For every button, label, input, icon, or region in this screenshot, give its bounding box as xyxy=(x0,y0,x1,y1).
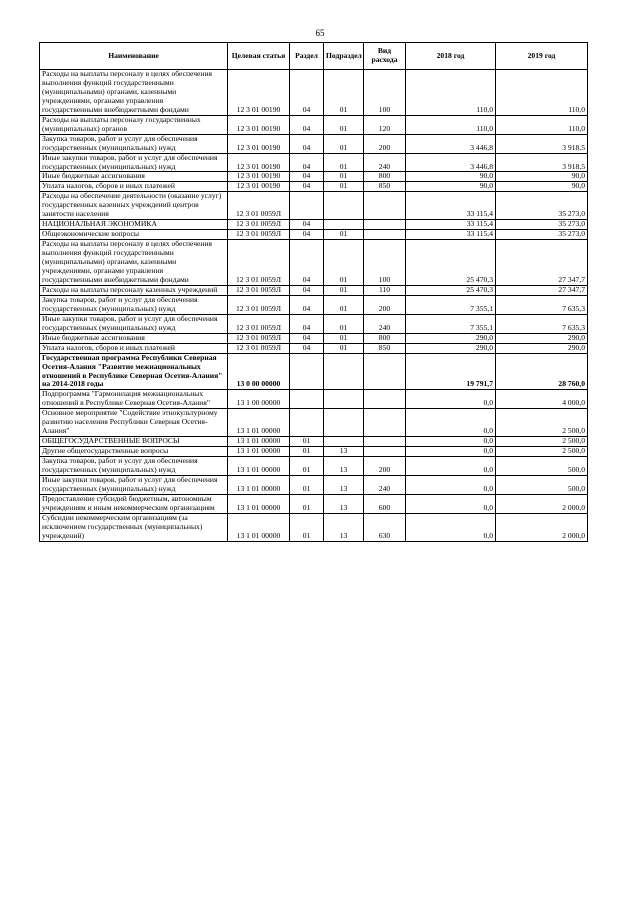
row-section: 04 xyxy=(290,220,324,230)
row-amount-2018: 25 470,3 xyxy=(406,240,496,286)
row-section: 04 xyxy=(290,70,324,116)
row-subsection: 01 xyxy=(324,285,364,295)
row-amount-2018: 0,0 xyxy=(406,457,496,476)
row-amount-2018: 3 446,8 xyxy=(406,134,496,153)
row-amount-2019: 27 347,7 xyxy=(496,240,588,286)
row-target-article: 12 3 01 00190 xyxy=(228,153,290,172)
row-section: 04 xyxy=(290,343,324,353)
row-section: 04 xyxy=(290,115,324,134)
row-section: 04 xyxy=(290,295,324,314)
row-section: 04 xyxy=(290,314,324,333)
header-target-article: Целевая статья xyxy=(228,43,290,70)
table-row xyxy=(40,409,588,437)
row-amount-2018: 0,0 xyxy=(406,447,496,457)
row-section: 04 xyxy=(290,333,324,343)
table-row xyxy=(40,230,588,240)
row-subsection xyxy=(324,409,364,437)
row-expense-kind: 200 xyxy=(364,295,406,314)
row-subsection: 13 xyxy=(324,457,364,476)
row-name: Подпрограмма "Гармонизация межнациональных отношений в Республике Северная Осетия-Алания" xyxy=(40,390,228,409)
table-row xyxy=(40,353,588,390)
row-amount-2019: 2 500,0 xyxy=(496,437,588,447)
row-amount-2019: 500,0 xyxy=(496,457,588,476)
row-section: 04 xyxy=(290,172,324,182)
row-name: Расходы на выплаты персоналу в целях обеспечения выполнения функций государственными (муниципальными) органами, казенными учреждениями, органами управления государственными внебюджетными фондами xyxy=(40,240,228,286)
row-amount-2018: 290,0 xyxy=(406,343,496,353)
table-row xyxy=(40,314,588,333)
row-subsection: 01 xyxy=(324,343,364,353)
row-target-article: 13 1 00 00000 xyxy=(228,390,290,409)
row-name: Общеэкономические вопросы xyxy=(40,230,228,240)
row-section: 04 xyxy=(290,134,324,153)
row-target-article: 12 3 01 0059Л xyxy=(228,220,290,230)
row-subsection: 01 xyxy=(324,240,364,286)
row-expense-kind: 850 xyxy=(364,182,406,192)
row-amount-2018: 0,0 xyxy=(406,513,496,541)
table-row xyxy=(40,494,588,513)
row-amount-2019: 110,0 xyxy=(496,115,588,134)
table-row xyxy=(40,70,588,116)
row-expense-kind: 100 xyxy=(364,70,406,116)
row-subsection xyxy=(324,390,364,409)
table-row xyxy=(40,115,588,134)
row-name: Субсидии некоммерческим организациям (за исключением государственных (муниципальных) учреждений) xyxy=(40,513,228,541)
row-target-article: 12 3 01 00190 xyxy=(228,70,290,116)
row-amount-2019: 27 347,7 xyxy=(496,285,588,295)
row-amount-2019: 500,0 xyxy=(496,475,588,494)
row-expense-kind: 600 xyxy=(364,494,406,513)
row-section: 01 xyxy=(290,457,324,476)
table-row xyxy=(40,153,588,172)
table-row xyxy=(40,390,588,409)
row-name: Другие общегосударственные вопросы xyxy=(40,447,228,457)
row-amount-2019: 35 273,0 xyxy=(496,230,588,240)
row-name: Государственная программа Республики Северная Осетия-Алания "Развитие межнациональных отношений в Республике Северная Осетия-Алания" на 2014-2018 годы xyxy=(40,353,228,390)
row-subsection: 13 xyxy=(324,494,364,513)
row-name: Расходы на выплаты персоналу государственных (муниципальных) органов xyxy=(40,115,228,134)
row-section: 01 xyxy=(290,513,324,541)
row-expense-kind: 110 xyxy=(364,285,406,295)
row-section: 04 xyxy=(290,285,324,295)
row-amount-2018: 290,0 xyxy=(406,333,496,343)
row-section: 04 xyxy=(290,230,324,240)
row-amount-2018: 0,0 xyxy=(406,475,496,494)
header-year-2019: 2019 год xyxy=(496,43,588,70)
row-target-article: 12 3 01 0059Л xyxy=(228,343,290,353)
row-amount-2019: 2 000,0 xyxy=(496,513,588,541)
row-target-article: 13 1 01 00000 xyxy=(228,513,290,541)
row-subsection xyxy=(324,437,364,447)
row-amount-2018: 0,0 xyxy=(406,494,496,513)
row-section xyxy=(290,353,324,390)
row-target-article: 12 3 01 0059Л xyxy=(228,285,290,295)
row-subsection: 01 xyxy=(324,333,364,343)
row-section xyxy=(290,390,324,409)
row-name: Иные бюджетные ассигнования xyxy=(40,333,228,343)
table-row xyxy=(40,134,588,153)
row-name: НАЦИОНАЛЬНАЯ ЭКОНОМИКА xyxy=(40,220,228,230)
row-expense-kind xyxy=(364,220,406,230)
row-amount-2019: 2 000,0 xyxy=(496,494,588,513)
row-amount-2018: 33 115,4 xyxy=(406,230,496,240)
row-amount-2018: 33 115,4 xyxy=(406,192,496,220)
row-expense-kind: 800 xyxy=(364,172,406,182)
row-name: Закупка товаров, работ и услуг для обеспечения государственных (муниципальных) нужд xyxy=(40,457,228,476)
header-year-2018: 2018 год xyxy=(406,43,496,70)
row-target-article: 13 1 01 00000 xyxy=(228,457,290,476)
row-expense-kind: 240 xyxy=(364,153,406,172)
row-amount-2018: 0,0 xyxy=(406,409,496,437)
table-row xyxy=(40,182,588,192)
row-expense-kind: 850 xyxy=(364,343,406,353)
table-row xyxy=(40,343,588,353)
row-target-article: 13 1 01 00000 xyxy=(228,494,290,513)
row-subsection: 01 xyxy=(324,134,364,153)
table-row xyxy=(40,447,588,457)
row-expense-kind: 240 xyxy=(364,475,406,494)
row-expense-kind xyxy=(364,192,406,220)
row-amount-2018: 33 115,4 xyxy=(406,220,496,230)
table-header-row xyxy=(40,43,588,70)
row-amount-2019: 2 500,0 xyxy=(496,409,588,437)
row-target-article: 13 0 00 00000 xyxy=(228,353,290,390)
row-subsection: 01 xyxy=(324,182,364,192)
row-name: Иные закупки товаров, работ и услуг для обеспечения государственных (муниципальных) нужд xyxy=(40,314,228,333)
row-name: Расходы на выплаты персоналу казенных учреждений xyxy=(40,285,228,295)
row-amount-2018: 3 446,8 xyxy=(406,153,496,172)
row-section: 01 xyxy=(290,447,324,457)
row-name: Уплата налогов, сборов и иных платежей xyxy=(40,182,228,192)
row-subsection: 13 xyxy=(324,513,364,541)
row-amount-2019: 90,0 xyxy=(496,182,588,192)
row-name: Иные закупки товаров, работ и услуг для обеспечения государственных (муниципальных) нужд xyxy=(40,153,228,172)
row-subsection: 01 xyxy=(324,153,364,172)
row-section: 01 xyxy=(290,475,324,494)
row-amount-2019: 7 635,3 xyxy=(496,314,588,333)
row-subsection: 13 xyxy=(324,447,364,457)
row-subsection: 13 xyxy=(324,475,364,494)
row-amount-2019: 290,0 xyxy=(496,333,588,343)
row-amount-2018: 110,0 xyxy=(406,70,496,116)
table-row xyxy=(40,457,588,476)
row-name: ОБЩЕГОСУДАРСТВЕННЫЕ ВОПРОСЫ xyxy=(40,437,228,447)
row-name: Расходы на выплаты персоналу в целях обеспечения выполнения функций государственными (муниципальными) органами, казенными учреждениями, органами управления государственными внебюджетными фондами xyxy=(40,70,228,116)
row-expense-kind: 100 xyxy=(364,240,406,286)
row-amount-2019: 4 000,0 xyxy=(496,390,588,409)
row-amount-2019: 35 273,0 xyxy=(496,192,588,220)
row-target-article: 12 3 01 00190 xyxy=(228,134,290,153)
row-expense-kind: 240 xyxy=(364,314,406,333)
row-amount-2018: 25 470,3 xyxy=(406,285,496,295)
row-expense-kind: 120 xyxy=(364,115,406,134)
row-expense-kind xyxy=(364,447,406,457)
row-expense-kind xyxy=(364,437,406,447)
row-name: Иные бюджетные ассигнования xyxy=(40,172,228,182)
row-amount-2019: 290,0 xyxy=(496,343,588,353)
row-target-article: 12 3 01 0059Л xyxy=(228,192,290,220)
table-row xyxy=(40,192,588,220)
row-section: 04 xyxy=(290,240,324,286)
row-subsection: 01 xyxy=(324,115,364,134)
row-expense-kind: 200 xyxy=(364,134,406,153)
table-row xyxy=(40,437,588,447)
table-row xyxy=(40,475,588,494)
row-target-article: 12 3 01 0059Л xyxy=(228,230,290,240)
row-target-article: 12 3 01 0059Л xyxy=(228,314,290,333)
row-target-article: 12 3 01 00190 xyxy=(228,182,290,192)
row-name: Предоставление субсидий бюджетным, автономным учреждениям и иным некоммерческим организациям xyxy=(40,494,228,513)
page-number: 65 xyxy=(315,28,325,38)
row-expense-kind xyxy=(364,409,406,437)
row-subsection: 01 xyxy=(324,314,364,333)
row-section: 01 xyxy=(290,437,324,447)
row-amount-2018: 0,0 xyxy=(406,437,496,447)
header-subsection: Подраздел xyxy=(324,43,364,70)
row-target-article: 12 3 01 00190 xyxy=(228,172,290,182)
row-target-article: 13 1 01 00000 xyxy=(228,437,290,447)
row-name: Закупка товаров, работ и услуг для обеспечения государственных (муниципальных) нужд xyxy=(40,134,228,153)
row-section: 01 xyxy=(290,494,324,513)
row-target-article: 12 3 01 00190 xyxy=(228,115,290,134)
row-expense-kind: 800 xyxy=(364,333,406,343)
table-row xyxy=(40,220,588,230)
header-section: Раздел xyxy=(290,43,324,70)
row-name: Уплата налогов, сборов и иных платежей xyxy=(40,343,228,353)
row-amount-2019: 110,0 xyxy=(496,70,588,116)
row-target-article: 12 3 01 0059Л xyxy=(228,333,290,343)
header-name: Наименование xyxy=(40,43,228,70)
row-amount-2018: 90,0 xyxy=(406,182,496,192)
row-name: Расходы на обеспечение деятельности (оказание услуг) государственных казенных учреждений центров занятости населения xyxy=(40,192,228,220)
row-subsection: 01 xyxy=(324,172,364,182)
row-section: 04 xyxy=(290,153,324,172)
row-expense-kind: 630 xyxy=(364,513,406,541)
row-amount-2018: 90,0 xyxy=(406,172,496,182)
row-target-article: 12 3 01 0059Л xyxy=(228,295,290,314)
row-amount-2018: 19 791,7 xyxy=(406,353,496,390)
row-expense-kind xyxy=(364,390,406,409)
table-row xyxy=(40,172,588,182)
row-amount-2018: 110,0 xyxy=(406,115,496,134)
row-amount-2018: 7 355,1 xyxy=(406,314,496,333)
row-target-article: 13 1 01 00000 xyxy=(228,447,290,457)
row-amount-2019: 7 635,3 xyxy=(496,295,588,314)
row-amount-2019: 3 918,5 xyxy=(496,153,588,172)
row-section xyxy=(290,409,324,437)
table-row xyxy=(40,513,588,541)
row-amount-2019: 2 500,0 xyxy=(496,447,588,457)
budget-table xyxy=(39,42,588,542)
row-subsection xyxy=(324,353,364,390)
table-row xyxy=(40,240,588,286)
row-amount-2019: 28 760,0 xyxy=(496,353,588,390)
table-row xyxy=(40,285,588,295)
row-name: Основное мероприятие "Содействие этнокультурному развитию населения Республики Северная Осетия-Алания" xyxy=(40,409,228,437)
row-amount-2018: 7 355,1 xyxy=(406,295,496,314)
header-expense-kind: Вид расхода xyxy=(364,43,406,70)
row-target-article: 13 1 01 00000 xyxy=(228,409,290,437)
row-subsection: 01 xyxy=(324,70,364,116)
row-name: Иные закупки товаров, работ и услуг для обеспечения государственных (муниципальных) нужд xyxy=(40,475,228,494)
row-subsection: 01 xyxy=(324,230,364,240)
row-subsection xyxy=(324,220,364,230)
row-section xyxy=(290,192,324,220)
row-amount-2019: 35 273,0 xyxy=(496,220,588,230)
table-row xyxy=(40,295,588,314)
row-amount-2019: 90,0 xyxy=(496,172,588,182)
row-name: Закупка товаров, работ и услуг для обеспечения государственных (муниципальных) нужд xyxy=(40,295,228,314)
row-expense-kind: 200 xyxy=(364,457,406,476)
row-amount-2019: 3 918,5 xyxy=(496,134,588,153)
row-subsection xyxy=(324,192,364,220)
row-expense-kind xyxy=(364,353,406,390)
row-target-article: 13 1 01 00000 xyxy=(228,475,290,494)
row-amount-2018: 0,0 xyxy=(406,390,496,409)
row-expense-kind xyxy=(364,230,406,240)
row-target-article: 12 3 01 0059Л xyxy=(228,240,290,286)
row-subsection: 01 xyxy=(324,295,364,314)
table-row xyxy=(40,333,588,343)
row-section: 04 xyxy=(290,182,324,192)
